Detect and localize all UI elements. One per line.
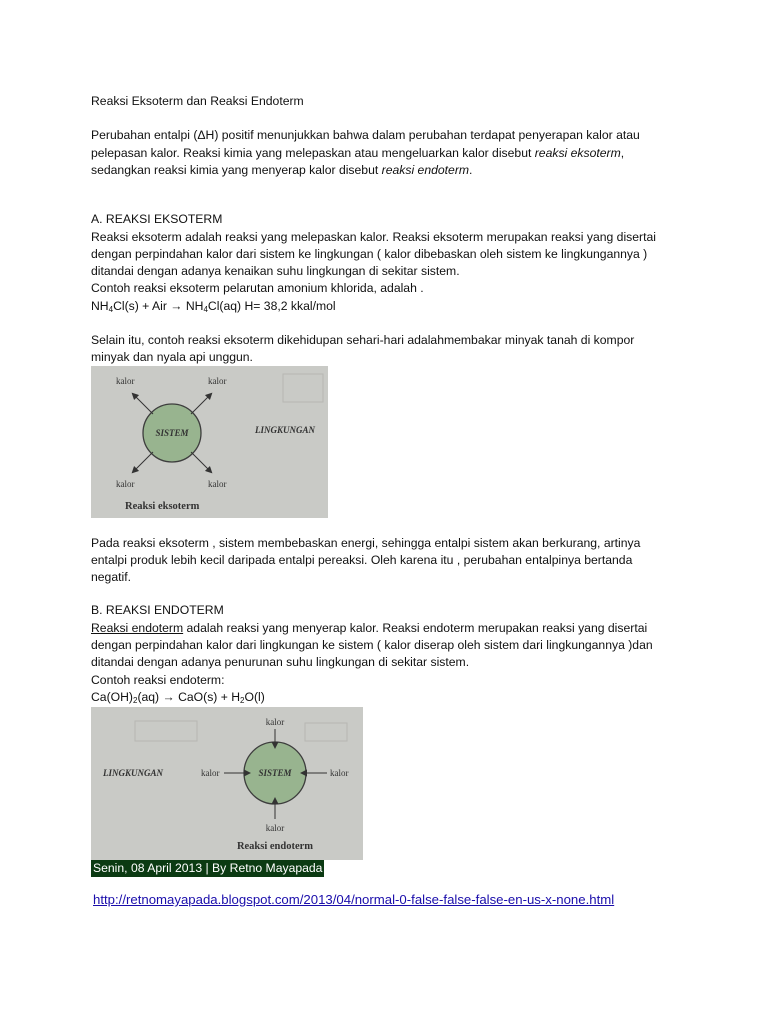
endo-label-top: kalor bbox=[265, 717, 285, 727]
exo-line-2: dengan perpindahan kalor dari sistem ke lingkungan ( kalor dibebaskan oleh sistem ke lingkungannya ) bbox=[91, 247, 648, 261]
endo-line-4: Contoh reaksi endoterm: bbox=[91, 673, 225, 687]
intro-line-3: sedangkan reaksi kimia yang menyerap kalor disebut reaksi endoterm. bbox=[91, 163, 473, 177]
exo-arrow-tr bbox=[191, 394, 211, 414]
exo-arrow-br bbox=[191, 452, 211, 472]
exo-environment-label: LINGKUNGAN bbox=[255, 425, 316, 435]
intro-line-2: pelepasan kalor. Reaksi kimia yang melepaskan atau mengeluarkan kalor disebut reaksi eksoterm, bbox=[91, 146, 625, 160]
exo-caption: Reaksi eksoterm bbox=[125, 501, 200, 512]
exo-after-2: entalpi produk lebih kecil daripada entalpi pereaksi. Oleh karena itu , perubahan entalpinya bertanda bbox=[91, 553, 633, 567]
endo-line-3: ditandai dengan adanya penurunan suhu lingkungan di sekitar sistem. bbox=[91, 655, 470, 669]
endo-label-left: kalor bbox=[201, 768, 220, 778]
endo-label-bottom: kalor bbox=[265, 823, 285, 833]
endo-environment-label: LINGKUNGAN bbox=[103, 768, 164, 778]
endo-equation: $Ca(OH)_2(aq) \to CaO(s) + H_2O(l)$ bbox=[91, 690, 265, 705]
exo-extra-2: minyak dan nyala api unggun. bbox=[91, 350, 253, 364]
exo-after-3: negatif. bbox=[91, 570, 131, 584]
byline-banner: Senin, 08 April 2013 | By Retno Mayapada bbox=[93, 861, 323, 875]
exo-label-bl: kalor bbox=[116, 479, 135, 489]
intro-line-1: Perubahan entalpi (ΔH) positif menunjukkan bahwa dalam perubahan terdapat penyerapan kalor atau bbox=[91, 128, 640, 142]
endo-figure bbox=[91, 707, 363, 860]
exo-line-1: Reaksi eksoterm adalah reaksi yang melepaskan kalor. Reaksi eksoterm merupakan reaksi yang disertai bbox=[91, 230, 656, 244]
endo-heading: B. REAKSI ENDOTERM bbox=[91, 603, 224, 617]
exo-arrow-tl bbox=[133, 394, 153, 414]
exo-line-3: ditandai dengan adanya kenaikan suhu lingkungan di sekitar sistem. bbox=[91, 264, 460, 278]
exo-extra-1: Selain itu, contoh reaksi eksoterm dikehidupan sehari-hari adalahmembakar minyak tanah di kompor bbox=[91, 333, 635, 347]
exo-equation: $NH_4Cl(s)$ + Air → $NH_4Cl(aq)$ H= 38,2 kkal/mol bbox=[91, 299, 336, 314]
endo-line-1: Reaksi endoterm adalah reaksi yang menyerap kalor. Reaksi endoterm merupakan reaksi yang disertai bbox=[91, 621, 648, 635]
endo-caption: Reaksi endoterm bbox=[236, 841, 314, 852]
endo-label-right: kalor bbox=[330, 768, 349, 778]
exo-figure bbox=[91, 366, 328, 518]
exo-label-tl: kalor bbox=[116, 376, 135, 386]
document-title: Reaksi Eksoterm dan Reaksi Endoterm bbox=[91, 94, 304, 108]
exo-after-1: Pada reaksi eksoterm , sistem membebaskan energi, sehingga entalpi sistem akan berkurang, artinya bbox=[91, 536, 641, 550]
exo-label-br: kalor bbox=[208, 479, 227, 489]
exo-line-4: Contoh reaksi eksoterm pelarutan amonium khlorida, adalah . bbox=[91, 281, 424, 295]
endo-system-label: SISTEM bbox=[258, 768, 292, 778]
exo-label-tr: kalor bbox=[208, 376, 227, 386]
exo-system-label: SISTEM bbox=[155, 428, 189, 438]
exo-heading: A. REAKSI EKSOTERM bbox=[91, 212, 223, 226]
exo-arrow-bl bbox=[133, 452, 153, 472]
source-link[interactable]: http://retnomayapada.blogspot.com/2013/04/normal-0-false-false-false-en-us-x-none.html bbox=[93, 892, 615, 907]
endo-line-2: dengan perpindahan kalor dari lingkungan ke sistem ( kalor diserap oleh sistem dari lingkungannya )dan bbox=[91, 638, 653, 652]
